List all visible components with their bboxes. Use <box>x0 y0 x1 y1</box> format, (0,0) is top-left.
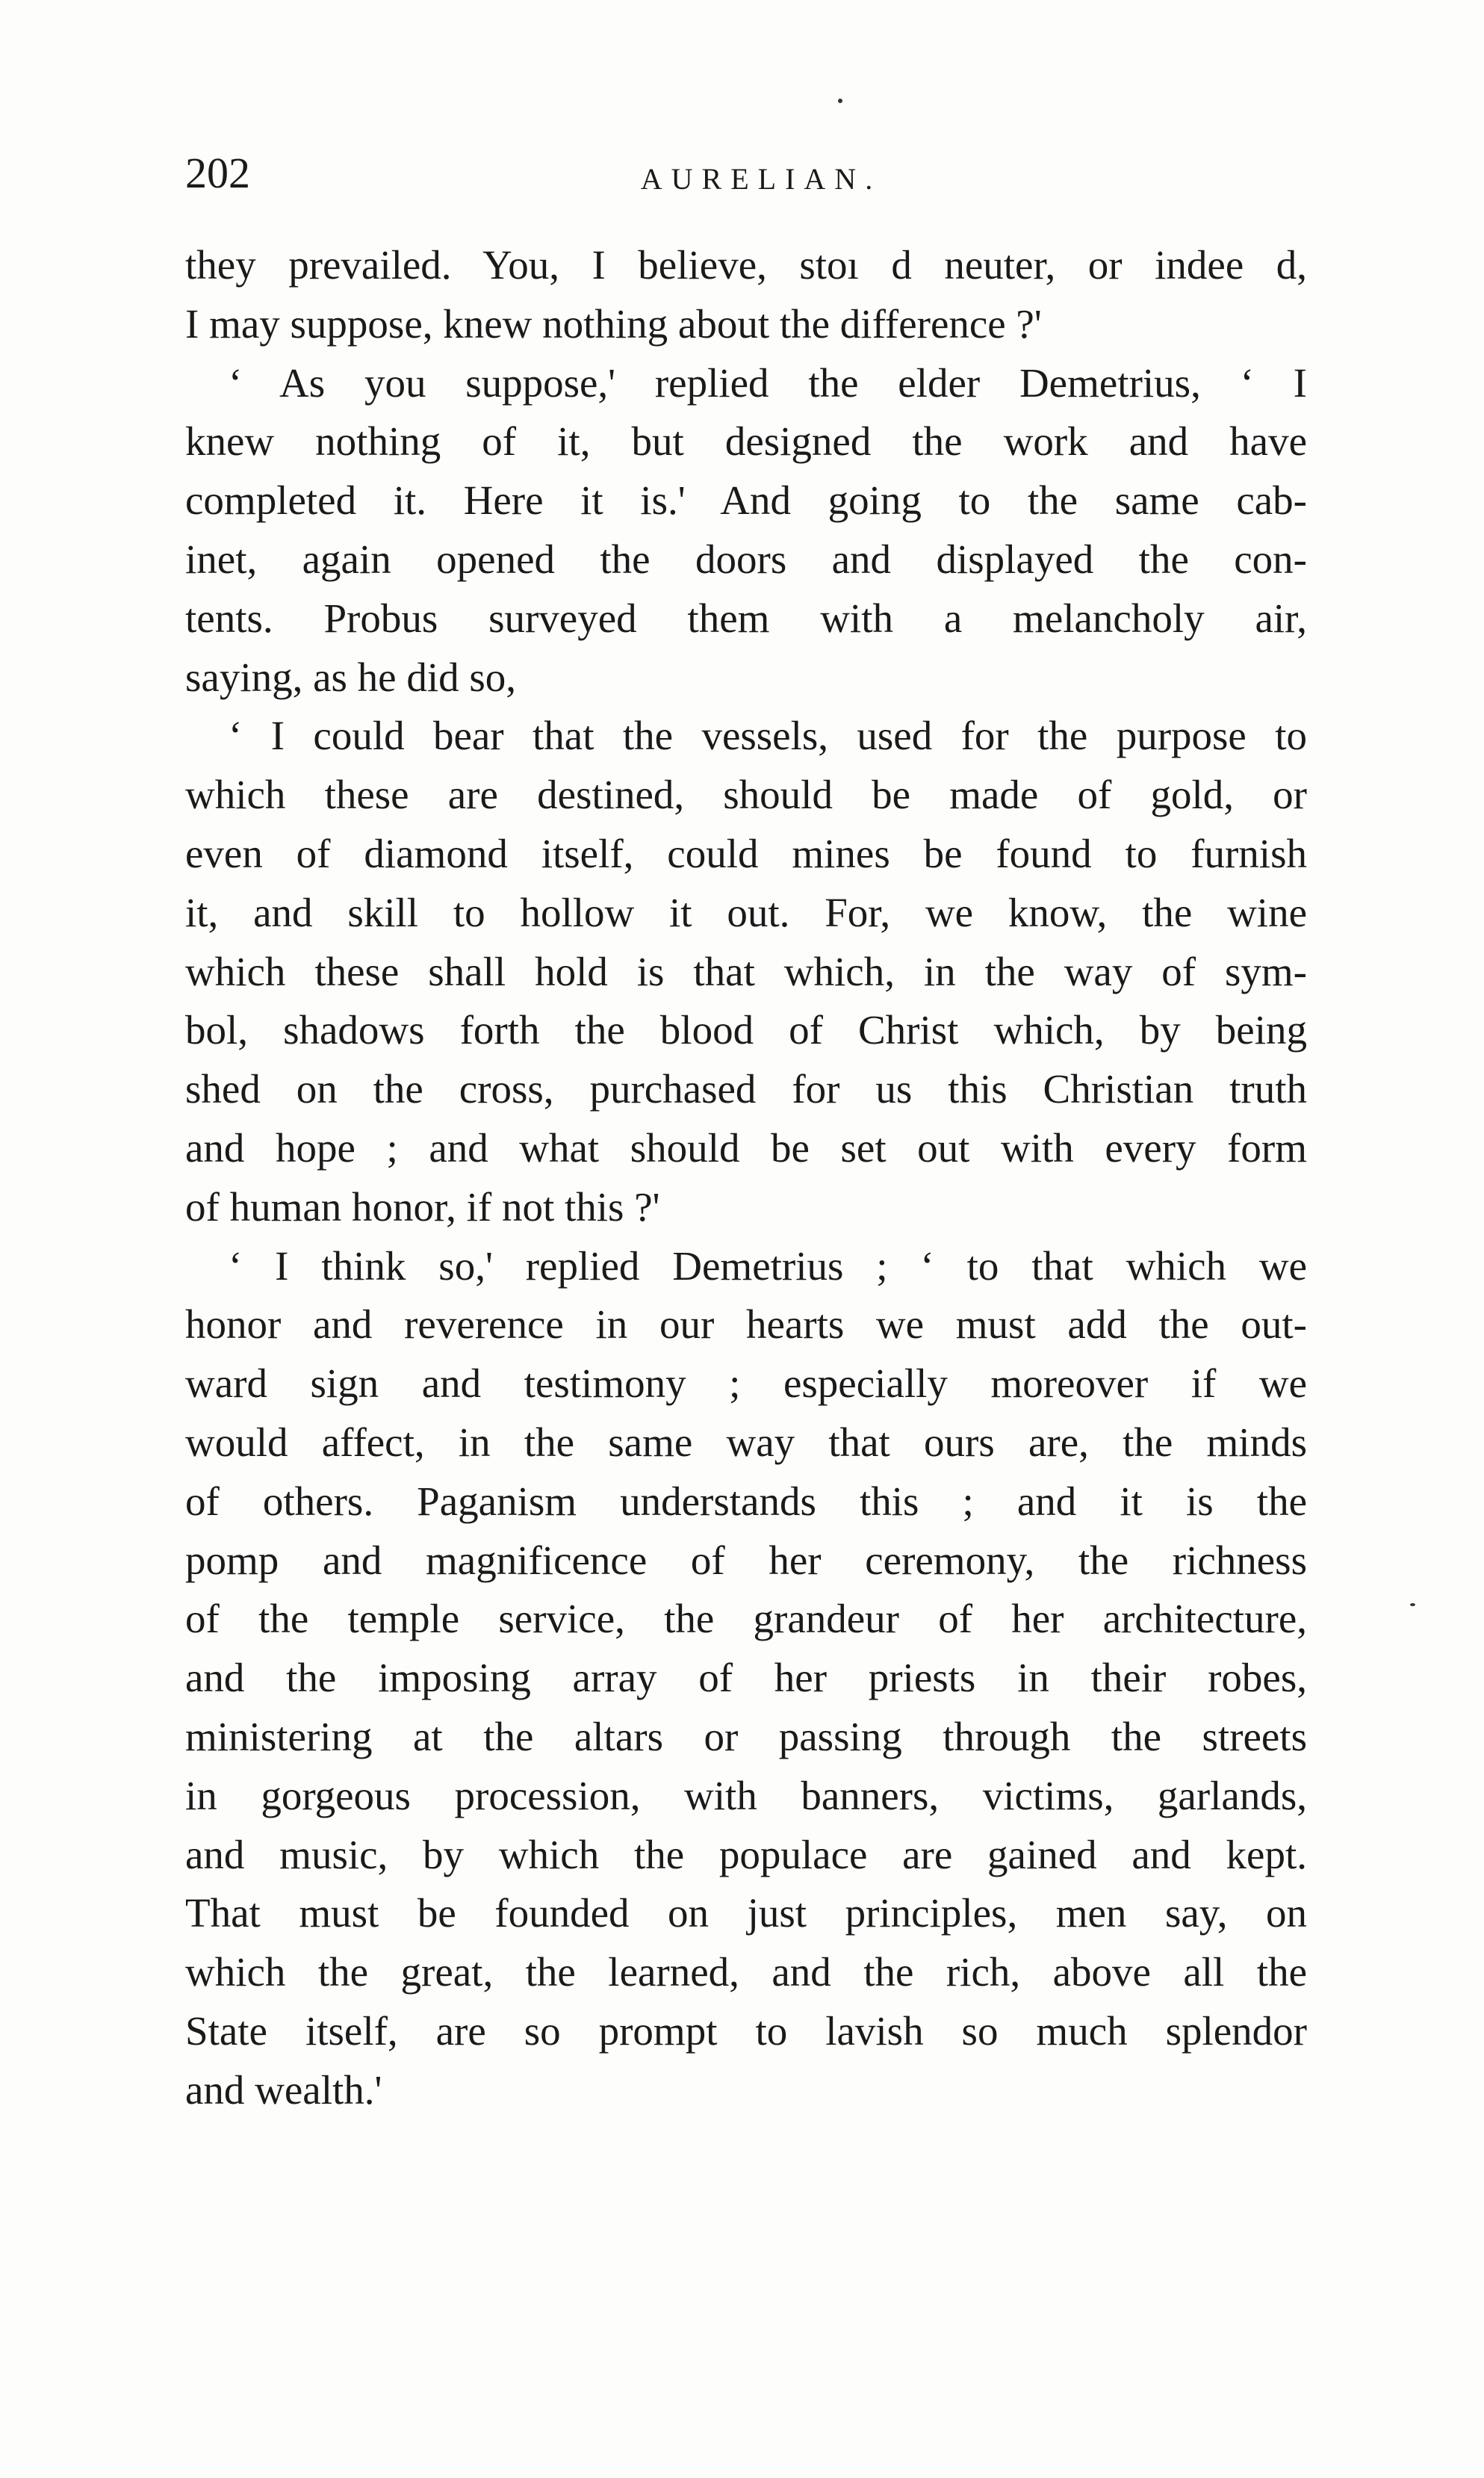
text-line: ‘ As you suppose,' replied the elder Demetrius, ‘ I <box>229 359 1307 406</box>
page-number: 202 <box>185 149 250 197</box>
ink-speck <box>1410 1603 1415 1606</box>
text-line: bol, shadows forth the blood of Christ which, by being <box>185 1007 1307 1053</box>
text-line: and wealth.' <box>185 2066 382 2113</box>
text-line: and music, by which the populace are gained and kept. <box>185 1831 1307 1877</box>
text-line: honor and reverence in our hearts we must add the out- <box>185 1301 1307 1348</box>
text-line: ‘ I think so,' replied Demetrius ; ‘ to that which we <box>229 1242 1307 1289</box>
text-line: and hope ; and what should be set out with every form <box>185 1124 1307 1171</box>
page-header <box>185 143 1307 203</box>
text-line: tents. Probus surveyed them with a melancholy air, <box>185 595 1307 641</box>
text-line: pomp and magnificence of her ceremony, the richness <box>185 1537 1307 1583</box>
text-line: which the great, the learned, and the rich, above all the <box>185 1949 1307 1995</box>
text-line: ward sign and testimony ; especially moreover if we <box>185 1360 1307 1407</box>
text-line: which these are destined, should be made of gold, or <box>185 772 1307 818</box>
running-title: AURELIAN. <box>640 162 882 196</box>
text-line: That must be founded on just principles, men say, on <box>185 1890 1307 1936</box>
text-line: shed on the cross, purchased for us this Christian truth <box>185 1066 1307 1112</box>
text-line: knew nothing of it, but designed the work and have <box>185 418 1307 465</box>
text-line: even of diamond itself, could mines be found to furnish <box>185 830 1307 876</box>
text-line: of others. Paganism understands this ; and it is the <box>185 1478 1307 1524</box>
text-line: I may suppose, knew nothing about the difference ?' <box>185 300 1042 347</box>
text-line: which these shall hold is that which, in the way of sym- <box>185 948 1307 994</box>
text-line: State itself, are so prompt to lavish so much splendor <box>185 2007 1307 2054</box>
text-line: of human honor, if not this ?' <box>185 1183 660 1230</box>
text-line: and the imposing array of her priests in their robes, <box>185 1655 1307 1701</box>
text-line: in gorgeous procession, with banners, victims, garlands, <box>185 1772 1307 1818</box>
text-line: ‘ I could bear that the vessels, used for the purpose to <box>229 713 1307 759</box>
text-line: it, and skill to hollow it out. For, we know, the wine <box>185 889 1307 935</box>
ink-speck <box>838 99 842 103</box>
text-line: ministering at the altars or passing through the streets <box>185 1713 1307 1759</box>
text-line: they prevailed. You, I believe, stoı d neuter, or indee d, <box>185 242 1307 288</box>
text-line: inet, again opened the doors and displayed the con- <box>185 536 1307 582</box>
text-line: completed it. Here it is.' And going to the same cab- <box>185 477 1307 524</box>
text-line: would affect, in the same way that ours are, the minds <box>185 1419 1307 1465</box>
text-line: of the temple service, the grandeur of her architecture, <box>185 1596 1307 1642</box>
text-line: saying, as he did so, <box>185 654 517 700</box>
body-text <box>185 236 1307 2120</box>
